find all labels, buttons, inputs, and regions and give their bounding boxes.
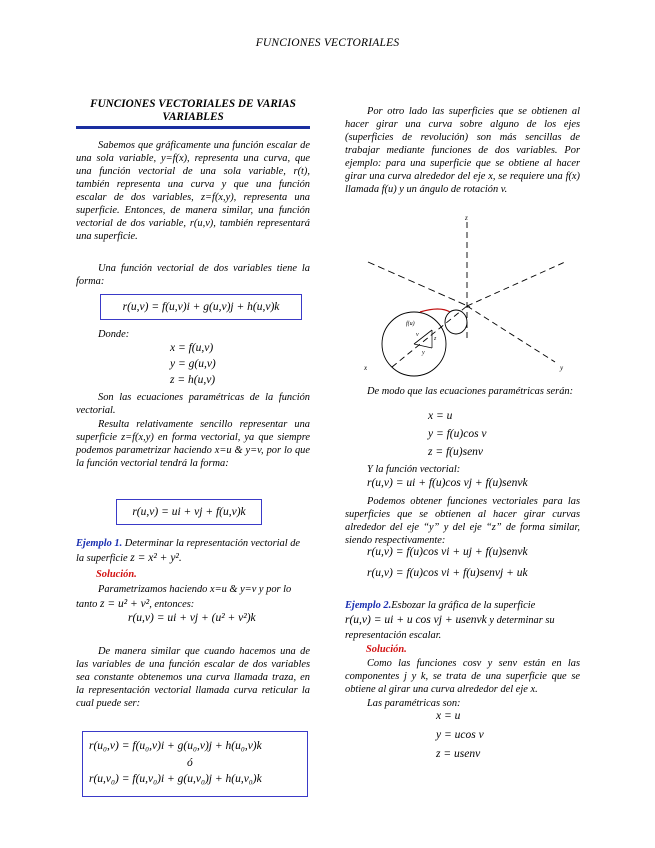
example-2-text-a: Esbozar la gráfica de la superficie bbox=[391, 600, 536, 611]
sol2-x: x = u bbox=[436, 710, 461, 722]
x-axis-label: x bbox=[364, 364, 368, 372]
solution-2-param-label: Las paramétricas son: bbox=[367, 698, 461, 709]
y-axis-label: y bbox=[560, 364, 564, 372]
sol2-z: z = usenv bbox=[436, 748, 481, 760]
example-2-text-b: y determinar su representación escalar. bbox=[345, 615, 555, 641]
reticular-eq-u0: r(u₀,v) = f(u₀,v)i + g(u₀,v)j + h(u₀,v)k bbox=[89, 740, 262, 752]
revolution-paragraph: Por otro lado las superficies que se obtienen al hacer girar una curva sobre alguno de los ejes (superficies de revolución) son más sencillas de trabajar mediante funciones de dos variables. Por ejemplo: para una superficie que se obtiene al hacer girar una curva alrededor del eje x, se requiere una f(x) llamada f(u) y un ángulo de rotación v. bbox=[345, 106, 580, 195]
donde-label: Donde: bbox=[98, 329, 130, 340]
general-equation-box: r(u,v) = f(u,v)i + g(u,v)j + h(u,v)k bbox=[100, 294, 302, 320]
x-axis bbox=[368, 262, 470, 307]
surface-paragraph: Resulta relativamente sencillo representar una superficie z=f(x,y) en forma vectorial, ya que siempre podemos parametrizar haciendo x=u & y=v, por lo que la función vectorial tendrá la forma: bbox=[76, 419, 310, 469]
vector-function-label: Y la función vectorial: bbox=[367, 464, 461, 475]
example-2-equation: r(u,v) = ui + u cos vj + usenvk bbox=[345, 614, 487, 626]
neg-y-axis bbox=[467, 262, 565, 306]
neg-x-axis bbox=[392, 306, 467, 367]
y-axis bbox=[467, 306, 555, 362]
section-title-underline bbox=[76, 126, 310, 129]
example-1-text: Determinar la representación vectorial de la superficie bbox=[76, 538, 301, 564]
form-paragraph: Una función vectorial de dos variables tiene la forma: bbox=[76, 263, 310, 287]
or-label: ó bbox=[187, 757, 193, 769]
parametric-paragraph: Son las ecuaciones paramétricas de la función vectorial. bbox=[76, 392, 310, 416]
solution-1-label: Solución. bbox=[96, 569, 137, 580]
revolution-surface-figure bbox=[350, 212, 580, 384]
param-y: y = g(u,v) bbox=[170, 358, 216, 370]
rev-z-equation: r(u,v) = f(u)cos vi + f(u)senvj + uk bbox=[367, 567, 528, 579]
solution-1-result: r(u,v) = ui + vj + (u² + v²)k bbox=[128, 612, 256, 624]
solution-1-text bbox=[76, 582, 310, 612]
page-header: FUNCIONES VECTORIALES bbox=[255, 37, 400, 49]
fu-label: f(u) bbox=[406, 321, 415, 327]
solution-1-sentence: Parametrizamos haciendo x=u & y=v y por lo tanto bbox=[76, 584, 292, 610]
z-small-label: z bbox=[434, 336, 437, 342]
small-circle bbox=[445, 310, 467, 334]
example-2 bbox=[345, 598, 580, 643]
sol2-y: y = ucos v bbox=[436, 729, 484, 741]
parametric-intro: De modo que las ecuaciones paramétricas serán: bbox=[367, 386, 574, 397]
reticular-eq-v0: r(u,v₀) = f(u,v₀)i + g(u,v₀)j + h(u,v₀)k bbox=[89, 773, 262, 785]
curve-fu bbox=[420, 309, 450, 312]
rev-y-equation: r(u,v) = f(u)cos vi + uj + f(u)senvk bbox=[367, 546, 528, 558]
solution-2-text: Como las funciones cosv y senv están en las componentes j y k, se trata de una superficie que se obtiene al girar una curva alrededor del eje x. bbox=[345, 658, 580, 695]
v-angle-label: v bbox=[416, 332, 419, 338]
z-axis-label: z bbox=[465, 214, 468, 222]
other-axes-paragraph: Podemos obtener funciones vectoriales para las superficies que se obtienen al hacer girar curvas alrededor del eje “y” y del eje “z” de forma similar, siendo respectivamente: bbox=[345, 496, 580, 546]
param-x: x = f(u,v) bbox=[170, 342, 214, 354]
example-1-equation: z = x² + y². bbox=[130, 552, 182, 564]
example-1 bbox=[76, 536, 310, 566]
solution-1-then: , entonces: bbox=[149, 599, 195, 610]
param-z: z = h(u,v) bbox=[170, 374, 216, 386]
graph-equation-box: r(u,v) = ui + vj + f(u,v)k bbox=[116, 499, 262, 525]
rev-param-y: y = f(u)cos v bbox=[428, 428, 487, 440]
example-2-label: Ejemplo 2. bbox=[345, 600, 392, 611]
solution-1-equation: z = u² + v² bbox=[99, 598, 150, 610]
y-small-label: y bbox=[422, 350, 425, 356]
reticular-equations-box bbox=[82, 731, 308, 797]
example-1-label: Ejemplo 1. bbox=[76, 538, 123, 549]
reticular-paragraph: De manera similar que cuando hacemos una de las variables de una función escalar de dos variables sea constante obtenemos una curva llamada traza, en la representación vectorial llamada curva reticular la cual puede ser: bbox=[76, 646, 310, 709]
section-title: FUNCIONES VECTORIALES DE VARIAS VARIABLES bbox=[90, 98, 296, 123]
solution-2-label: Solución. bbox=[366, 644, 407, 655]
rev-x-equation: r(u,v) = ui + f(u)cos vj + f(u)senvk bbox=[367, 477, 528, 489]
intro-paragraph: Sabemos que gráficamente una función escalar de una sola variable, y=f(x), representa una curva, que una función vectorial de una sola variable, r(t), también representa una curva y que una función escalar de dos variables, z=f(x,y), representa una superficie. Entonces, de manera similar, una función vectorial de dos variable, r(u,v), también representará una superficie. bbox=[76, 140, 310, 242]
rev-param-x: x = u bbox=[428, 410, 453, 422]
rev-param-z: z = f(u)senv bbox=[428, 446, 484, 458]
